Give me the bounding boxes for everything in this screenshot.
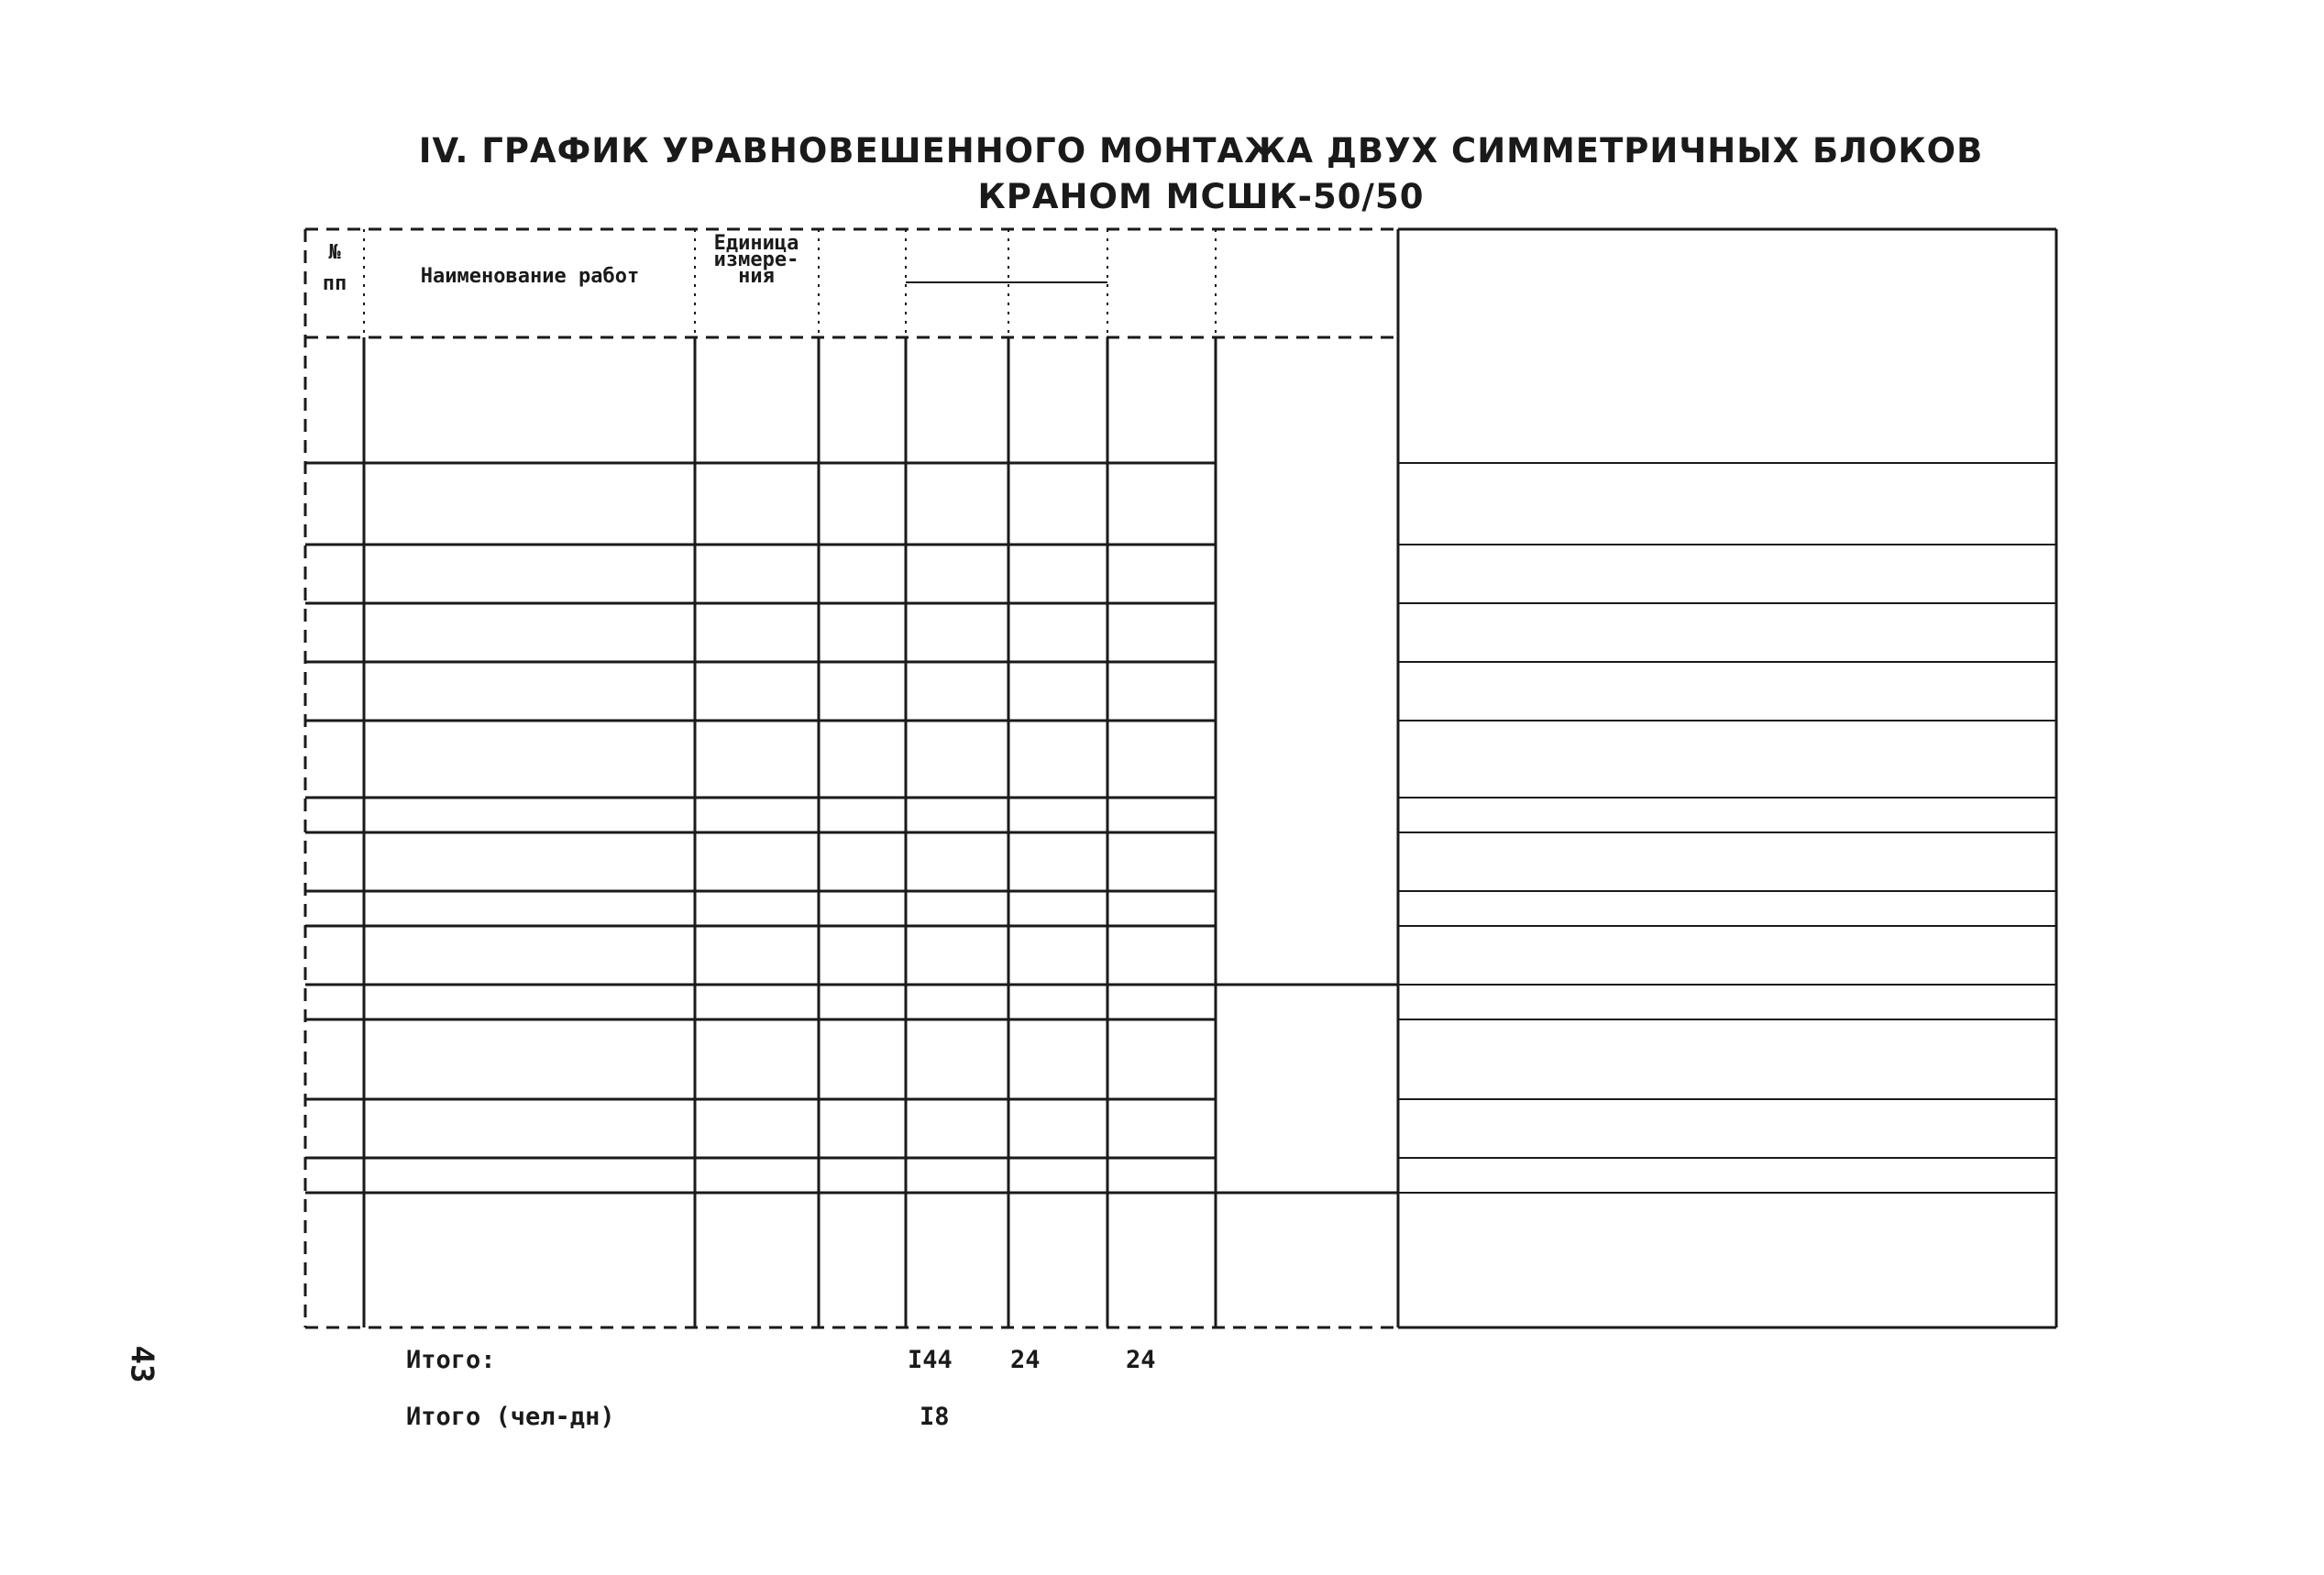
header-num: № [328,241,341,264]
totals-days: I8 [920,1403,950,1431]
header-unit: ния [738,265,775,288]
totals-machinists: 24 [1010,1346,1041,1374]
header-unit: измере- [713,248,799,271]
totals-days-label: Итого (чел-дн) [406,1403,615,1431]
page-number: 43 [123,1345,160,1383]
header-name: Наименование работ [420,265,640,288]
totals-workers: I44 [908,1346,953,1374]
page-subtitle: КРАНОМ МСШК-50/50 [977,177,1425,216]
totals-label: Итого: [406,1346,496,1374]
page-title: IV. ГРАФИК УРАВНОВЕШЕННОГО МОНТАЖА ДВУХ СИММЕТРИЧНЫХ БЛОКОВ [418,131,1984,171]
totals-duration: 24 [1126,1346,1156,1374]
header-num: пп [322,272,347,295]
header-unit: Единица [713,232,799,255]
